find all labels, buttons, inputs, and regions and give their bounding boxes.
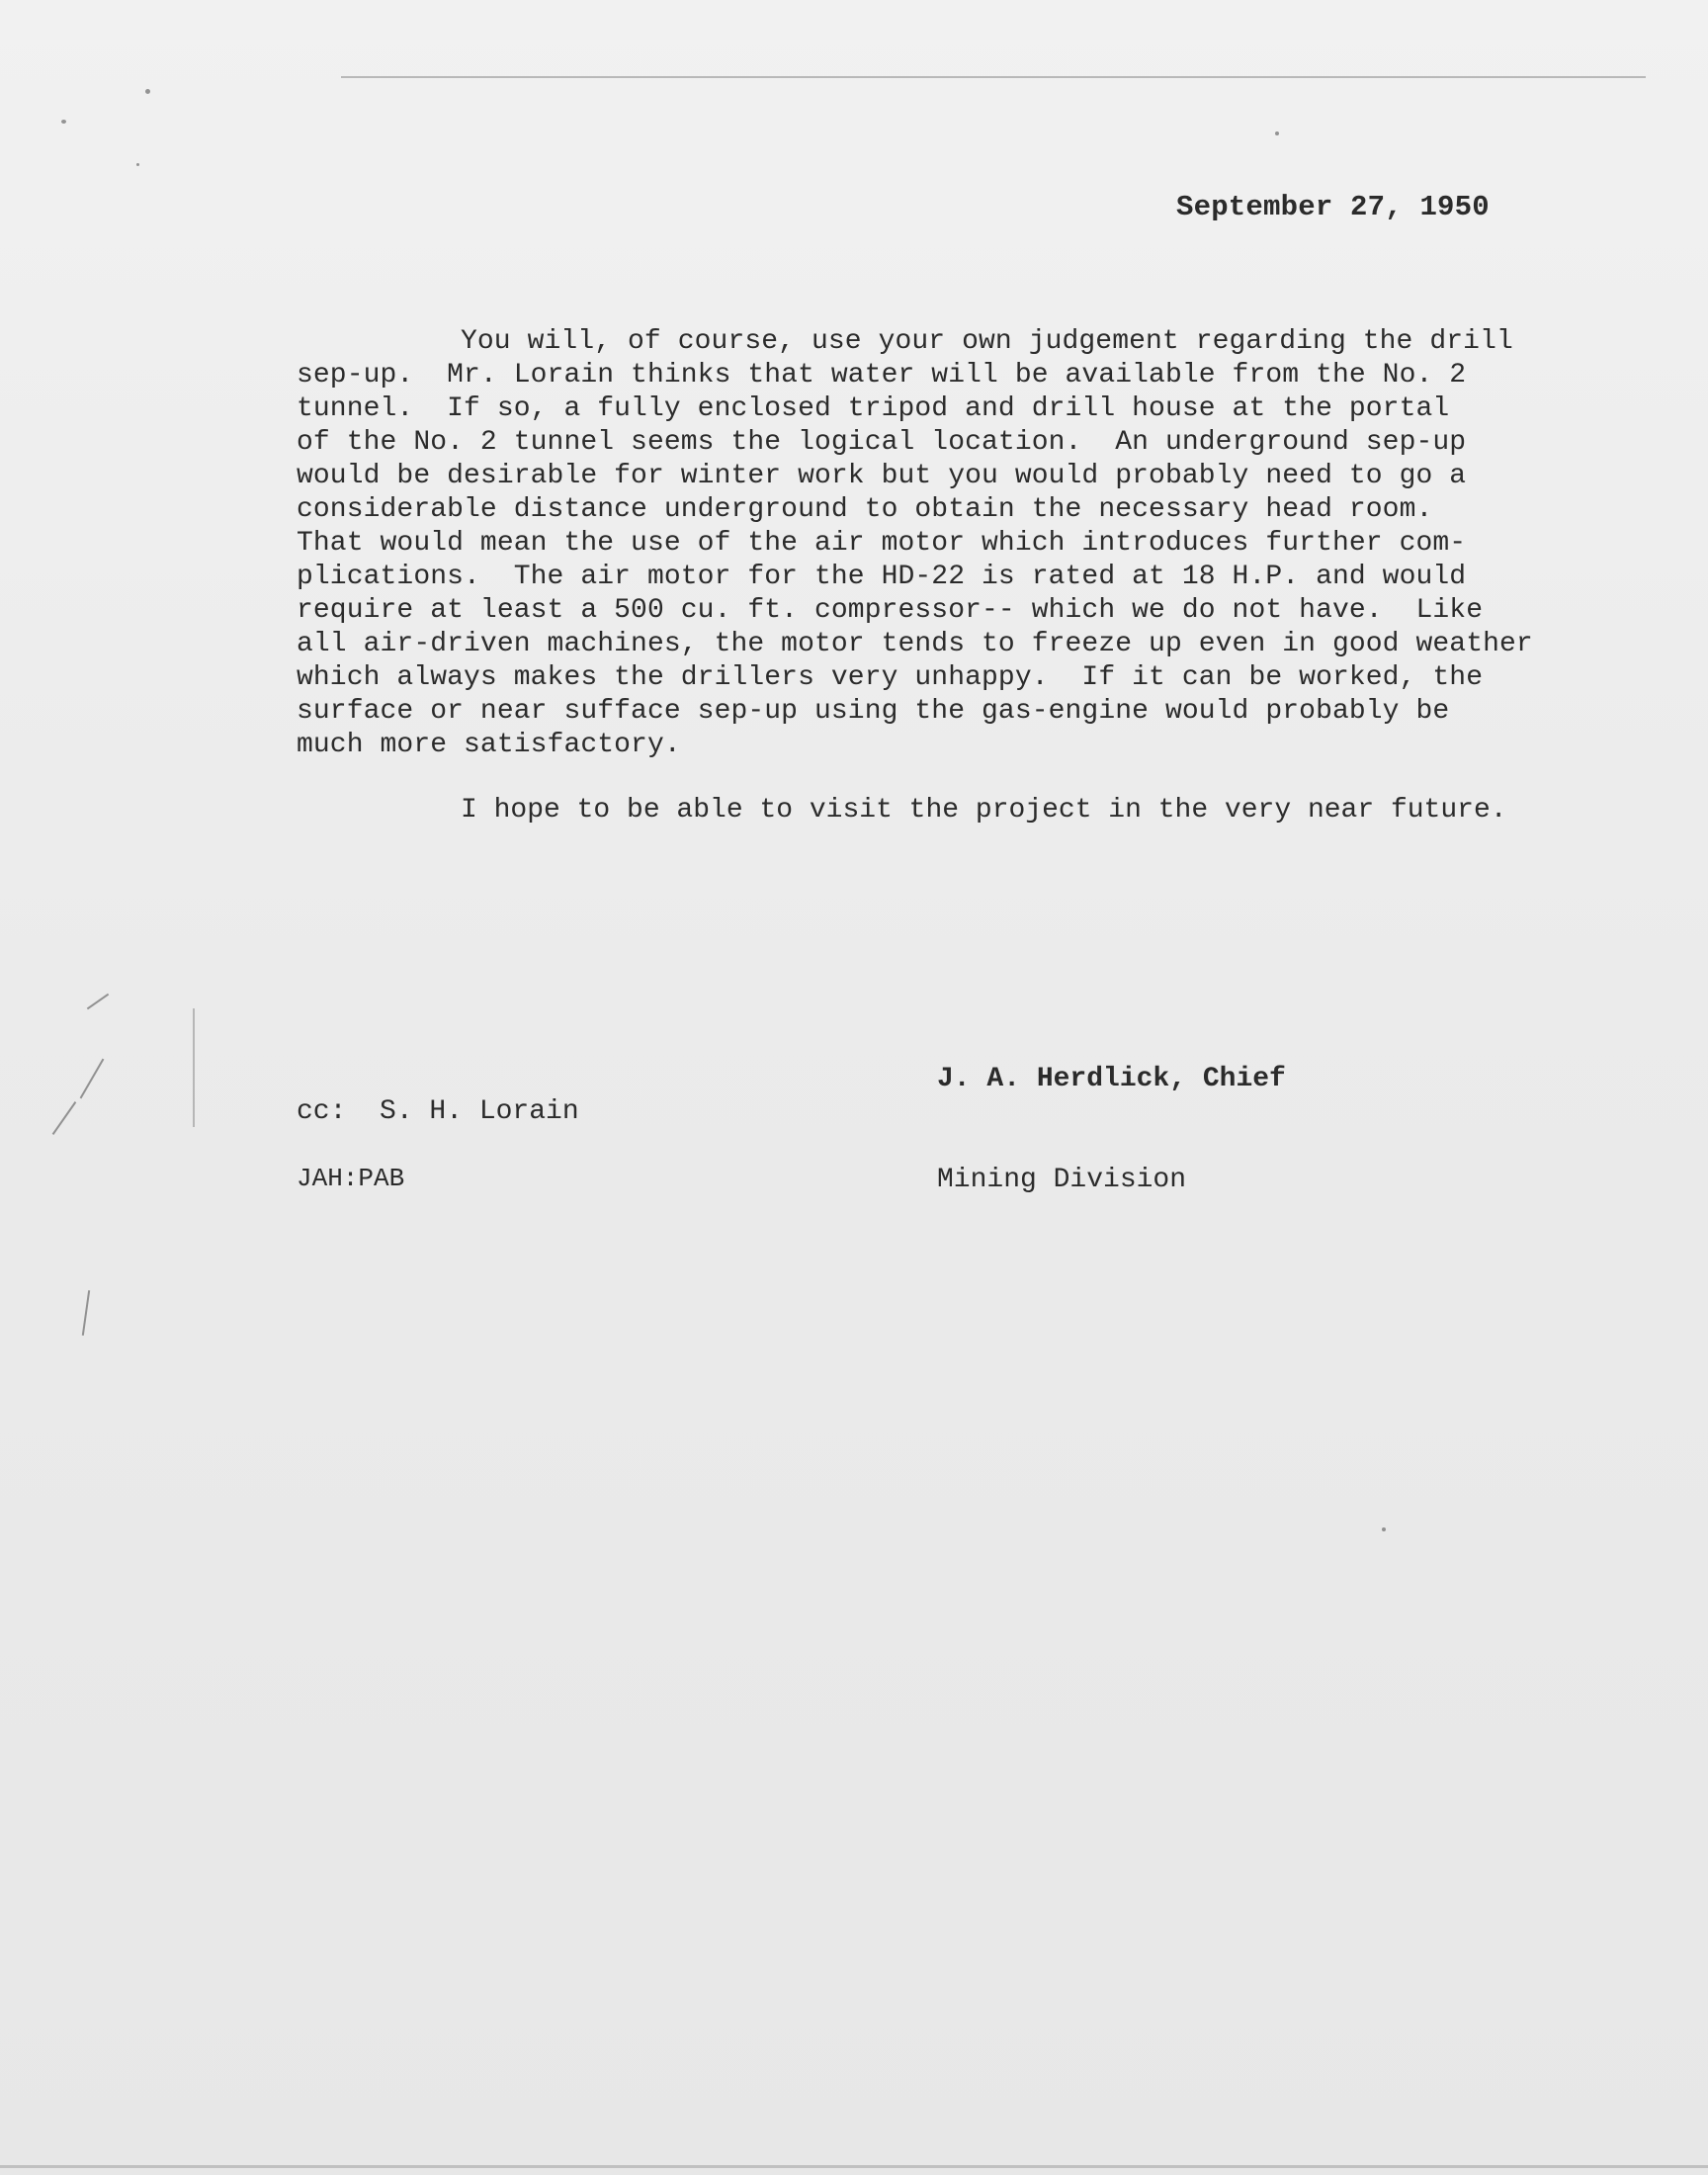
- body-line: You will, of course, use your own judgement regarding the drill: [461, 326, 1513, 357]
- body-line: would be desirable for winter work but you would probably need to go a: [297, 461, 1467, 491]
- top-rule: [341, 76, 1646, 78]
- scan-speck: [145, 89, 150, 94]
- body-line: tunnel. If so, a fully enclosed tripod and drill house at the portal: [297, 393, 1450, 424]
- margin-stroke: [52, 1101, 77, 1135]
- scan-speck: [136, 163, 139, 166]
- signature-name: J. A. Herdlick, Chief: [937, 1064, 1286, 1094]
- body-line: all air-driven machines, the motor tends to freeze up even in good weather: [297, 629, 1533, 659]
- scan-speck: [1275, 131, 1279, 135]
- body-line: sep-up. Mr. Lorain thinks that water will be available from the No. 2: [297, 360, 1467, 391]
- body-line: surface or near sufface sep-up using the gas-engine would probably be: [297, 696, 1450, 727]
- bottom-rule: [0, 2165, 1708, 2168]
- scan-speck: [1382, 1527, 1386, 1531]
- letter-body: [297, 325, 1581, 762]
- margin-stroke: [193, 1008, 195, 1127]
- margin-stroke: [87, 994, 109, 1010]
- typist-initials: JAH:PAB: [297, 1164, 405, 1193]
- letter-date: September 27, 1950: [1176, 191, 1490, 223]
- body-line: which always makes the drillers very unhappy. If it can be worked, the: [297, 662, 1484, 693]
- body-line: considerable distance underground to obtain the necessary head room.: [297, 494, 1433, 525]
- cc-line: cc: S. H. Lorain: [297, 1096, 579, 1127]
- body-line: much more satisfactory.: [297, 730, 681, 760]
- margin-stroke: [82, 1290, 90, 1336]
- margin-stroke: [80, 1059, 105, 1099]
- signature-title: Mining Division: [937, 1165, 1187, 1195]
- body-line: plications. The air motor for the HD-22 is rated at 18 H.P. and would: [297, 562, 1467, 592]
- body-line: That would mean the use of the air motor which introduces further com-: [297, 528, 1467, 559]
- body-line: of the No. 2 tunnel seems the logical location. An underground sep-up: [297, 427, 1467, 458]
- scan-speck: [61, 120, 66, 124]
- body-line: require at least a 500 cu. ft. compressor-- which we do not have. Like: [297, 595, 1484, 626]
- signature-block: [937, 996, 1286, 1264]
- closing-line: I hope to be able to visit the project in the very near future.: [461, 795, 1507, 826]
